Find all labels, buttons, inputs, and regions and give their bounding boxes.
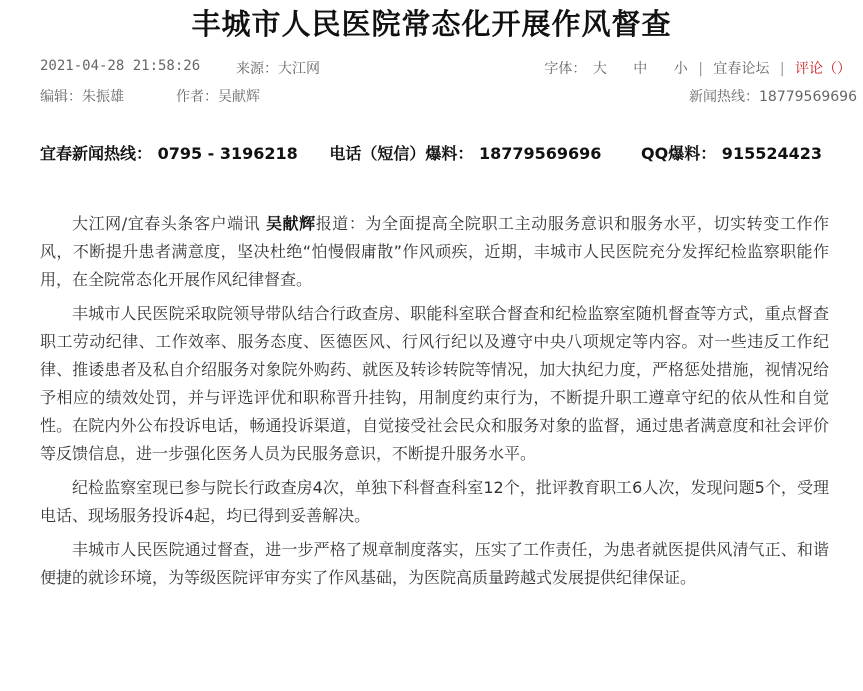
divider: | <box>779 61 785 77</box>
article-tools <box>544 58 851 78</box>
sms-tip-line: 电话（短信）爆料： 18779569696 <box>329 144 602 163</box>
source-label: 来源：大江网 <box>236 61 320 77</box>
paragraph: 丰城市人民医院采取院领导带队结合行政查房、职能科室联合督查和纪检监察室随机督查等方式，重点督查职工劳动纪律、工作效率、服务态度、医德医风、行风行纪以及遵守中央八项规定等内容。对一些违反工作纪律、推诿患者及私自介绍服务对象院外购药、就医及转诊转院等情况，加大执纪力度，严格惩处措施，视情况给予相应的绩效处罚，并与评选评优和职称晋升挂钩，用制度约束行为，不断提升职工遵章守纪的依从性和自觉性。在院内外公布投诉电话，畅通投诉渠道，自觉接受社会民众和服务对象的监督，通过患者满意度和社会评价等反馈信息，进一步强化医务人员为民服务意识，不断提升服务水平。 <box>40 304 829 463</box>
article-body <box>40 210 829 598</box>
font-size-label: 字体： <box>544 61 587 77</box>
font-medium-link[interactable]: 中 <box>633 61 648 77</box>
hotline-bar <box>40 141 822 164</box>
editor-label: 编辑：朱振雄 <box>40 89 124 105</box>
news-hotline-number: 宜春新闻热线： 0795 - 3196218 <box>40 144 298 163</box>
publish-datetime: 2021-04-28 21:58:26 <box>40 58 201 74</box>
font-large-link[interactable]: 大 <box>592 61 607 77</box>
news-hotline: 新闻热线：18779569696 <box>689 89 857 105</box>
paragraph-text: 报道：为全面提高全院职工主动服务意识和服务水平，切实转变工作作风，不断提升患者满意度，坚决杜绝“怕慢假庸散”作风顽疾，近期，丰城市人民医院充分发挥纪检监察职能作用，在全院常态化开展作风纪律督查。 <box>40 214 829 289</box>
forum-link[interactable]: 宜春论坛 <box>713 61 770 77</box>
qq-tip-line: QQ爆料： 915524423 <box>641 144 823 163</box>
font-small-link[interactable]: 小 <box>673 61 688 77</box>
divider: | <box>698 61 703 77</box>
paragraph: 丰城市人民医院通过督查，进一步严格了规章制度落实，压实了工作责任，为患者就医提供风清气正、和谐便捷的就诊环境，为等级医院评审夯实了作风基础，为医院高质量跨越式发展提供纪律保证。 <box>40 540 829 587</box>
reporter-name: 吴献辉 <box>265 214 316 233</box>
author-label: 作者：吴献辉 <box>176 89 260 105</box>
paragraph <box>40 210 829 294</box>
dateline: 大江网/宜春头条客户端讯 <box>72 214 266 233</box>
paragraph: 纪检监察室现已参与院长行政查房4次，单独下科督查科室12个，批评教育职工6人次，发现问题5个，受理电话、现场服务投诉4起，均已得到妥善解决。 <box>40 478 829 525</box>
article-title: 丰城市人民医院常态化开展作风督查 <box>191 7 672 41</box>
comment-link[interactable]: 评论（） <box>795 61 851 77</box>
